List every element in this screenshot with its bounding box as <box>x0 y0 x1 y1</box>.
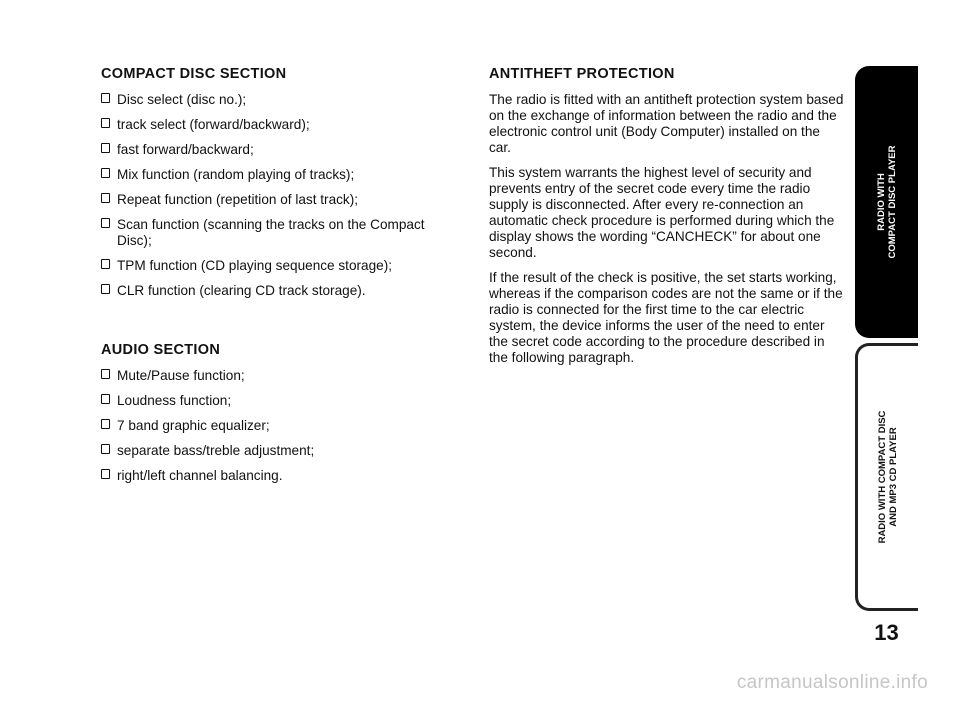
compact-disc-list <box>101 92 451 299</box>
list-item: Disc select (disc no.); <box>101 92 451 108</box>
antitheft-paragraph: The radio is fitted with an antitheft protection system based on the exchange of information between the radio and the electronic control unit (Body Computer) installed on the car. <box>489 92 844 155</box>
checkbox-icon <box>101 93 110 103</box>
page-number: 13 <box>874 620 899 645</box>
list-item: Loudness function; <box>101 393 451 409</box>
checkbox-icon <box>101 259 110 269</box>
compact-disc-heading: COMPACT DISC SECTION <box>101 66 287 82</box>
list-item: Repeat function (repetition of last track); <box>101 192 451 208</box>
audio-section <box>101 342 451 484</box>
checkbox-icon <box>101 284 110 294</box>
list-item: Mix function (random playing of tracks); <box>101 167 451 183</box>
antitheft-paragraph: This system warrants the highest level of security and prevents entry of the secret code every time the radio supply is disconnected. After every re-connection an automatic check procedure is performed during which the display shows the wording “CANCHECK” for about one second. <box>489 165 835 260</box>
tab-label: RADIO WITH COMPACT DISC AND MP3 CD PLAYER <box>877 410 899 544</box>
checkbox-icon <box>101 218 110 228</box>
watermark: carmanualsonline.info <box>736 672 928 693</box>
list-item: right/left channel balancing. <box>101 468 451 484</box>
checkbox-icon <box>101 118 110 128</box>
checkbox-icon <box>101 369 110 379</box>
right-column <box>489 66 844 375</box>
checkbox-icon <box>101 444 110 454</box>
checkbox-icon <box>101 193 110 203</box>
checkbox-icon <box>101 143 110 153</box>
audio-list <box>101 368 451 484</box>
checkbox-icon <box>101 394 110 404</box>
list-item: TPM function (CD playing sequence storage); <box>101 258 451 274</box>
checkbox-icon <box>101 168 110 178</box>
list-item: track select (forward/backward); <box>101 117 451 133</box>
list-item: Scan function (scanning the tracks on the Compact Disc); <box>101 217 451 249</box>
list-item: Mute/Pause function; <box>101 368 451 384</box>
list-item: 7 band graphic equalizer; <box>101 418 451 434</box>
antitheft-paragraph: If the result of the check is positive, the set starts working, whereas if the comparison codes are not the same or if the radio is connected for the first time to the car electric system, the device informs the user of the need to enter the secret code according to the procedure described in the following paragraph. <box>489 270 843 365</box>
antitheft-heading: ANTITHEFT PROTECTION <box>489 66 675 82</box>
tab-radio-cd-player[interactable] <box>855 66 918 338</box>
tab-radio-mp3-player[interactable] <box>855 343 918 611</box>
audio-heading: AUDIO SECTION <box>101 342 221 358</box>
list-item: separate bass/treble adjustment; <box>101 443 451 459</box>
list-item: CLR function (clearing CD track storage). <box>101 283 451 299</box>
left-column <box>101 66 451 493</box>
checkbox-icon <box>101 469 110 479</box>
tab-label: RADIO WITH COMPACT DISC PLAYER <box>875 145 898 259</box>
checkbox-icon <box>101 419 110 429</box>
list-item: fast forward/backward; <box>101 142 451 158</box>
